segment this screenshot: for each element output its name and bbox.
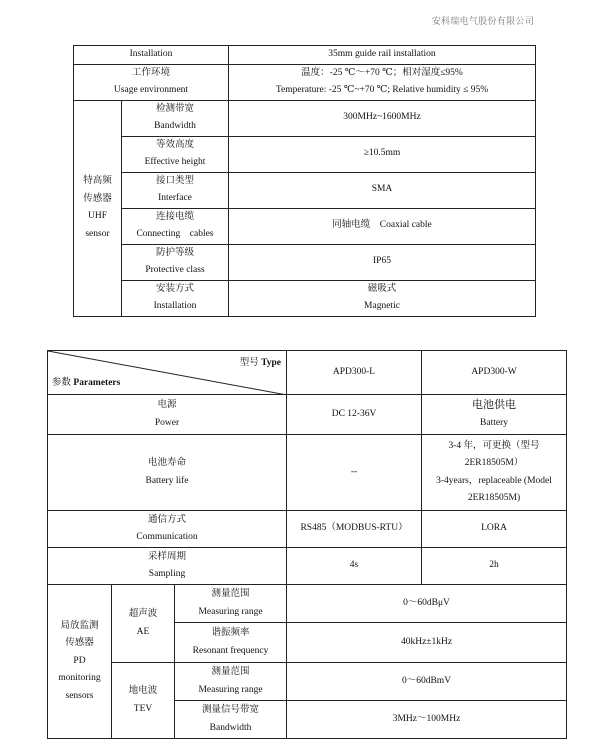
sampling-l-value: 4s: [287, 548, 422, 585]
tev-bandwidth-value: 3MHz～100MHz: [287, 701, 567, 739]
cable-value: 同轴电缆 Coaxial cable: [229, 208, 536, 244]
communication-w-value: LORA: [422, 511, 567, 548]
effective-height-label: 等效高度 Effective height: [122, 136, 229, 172]
power-w-value: 电池供电 Battery: [422, 395, 567, 435]
company-name: 安科瑞电气股份有限公司: [431, 16, 534, 26]
ae-group: 超声波 AE: [112, 585, 175, 663]
installation-label: Installation: [74, 46, 229, 65]
ae-range-value: 0～60dBμV: [287, 585, 567, 623]
tev-range-label: 测量范围 Measuring range: [175, 663, 287, 701]
table-row: [74, 172, 536, 208]
table-row: [48, 585, 567, 623]
env-value: 温度：-25 ℃～+70 ℃；相对湿度≤95% Temperature: -25 ℃~+70 ℃; Relative humidity ≤ 95%: [229, 64, 536, 100]
effective-height-value: ≥10.5mm: [229, 136, 536, 172]
tev-range-value: 0～60dBmV: [287, 663, 567, 701]
type-parameter-header: [48, 351, 287, 395]
power-label: 电源 Power: [48, 395, 287, 435]
interface-label: 接口类型 Interface: [122, 172, 229, 208]
table-row: [48, 663, 567, 701]
mounting-value: 磁吸式 Magnetic: [229, 280, 536, 316]
pd-parameter-table: [47, 350, 567, 739]
table-row: [74, 136, 536, 172]
table-row: [48, 435, 567, 511]
table-row: [74, 46, 536, 65]
table-row: [74, 280, 536, 316]
power-l-value: DC 12-36V: [287, 395, 422, 435]
tev-group: 地电波 TEV: [112, 663, 175, 739]
table-row: [74, 244, 536, 280]
battery-life-w-value: 3-4 年，可更换（型号 2ER18505M） 3-4years，replaceable (Model 2ER18505M): [422, 435, 567, 511]
table-row: [48, 548, 567, 585]
bandwidth-label: 检测带宽 Bandwidth: [122, 100, 229, 136]
pd-sensor-group: 局放监测 传感器 PD monitoring sensors: [48, 585, 112, 739]
table-header-row: [48, 351, 567, 395]
sampling-w-value: 2h: [422, 548, 567, 585]
tev-bandwidth-label: 测量信号带宽 Bandwidth: [175, 701, 287, 739]
env-label: 工作环境 Usage environment: [74, 64, 229, 100]
battery-life-l-value: --: [287, 435, 422, 511]
table-row: [74, 100, 536, 136]
table-row: [48, 395, 567, 435]
battery-life-label: 电池寿命 Battery life: [48, 435, 287, 511]
protective-class-value: IP65: [229, 244, 536, 280]
mounting-label: 安装方式 Installation: [122, 280, 229, 316]
protective-class-label: 防护等级 Protective class: [122, 244, 229, 280]
table-row: [74, 64, 536, 100]
uhf-sensor-group: 特高频 传感器 UHF sensor: [74, 100, 122, 316]
communication-label: 通信方式 Communication: [48, 511, 287, 548]
bandwidth-value: 300MHz~1600MHz: [229, 100, 536, 136]
ae-range-label: 测量范围 Measuring range: [175, 585, 287, 623]
type-label: 型号 Type: [239, 358, 282, 368]
interface-value: SMA: [229, 172, 536, 208]
table-row: [74, 208, 536, 244]
ae-frequency-label: 谐振频率 Resonant frequency: [175, 623, 287, 663]
communication-l-value: RS485（MODBUS-RTU）: [287, 511, 422, 548]
installation-value: 35mm guide rail installation: [229, 46, 536, 65]
uhf-spec-table: [73, 45, 536, 317]
table-row: [48, 511, 567, 548]
sampling-label: 采样周期 Sampling: [48, 548, 287, 585]
cable-label: 连接电缆 Connecting cables: [122, 208, 229, 244]
model-l-header: APD300-L: [287, 351, 422, 395]
model-w-header: APD300-W: [422, 351, 567, 395]
parameters-label: 参数 Parameters: [52, 377, 121, 388]
ae-frequency-value: 40kHz±1kHz: [287, 623, 567, 663]
